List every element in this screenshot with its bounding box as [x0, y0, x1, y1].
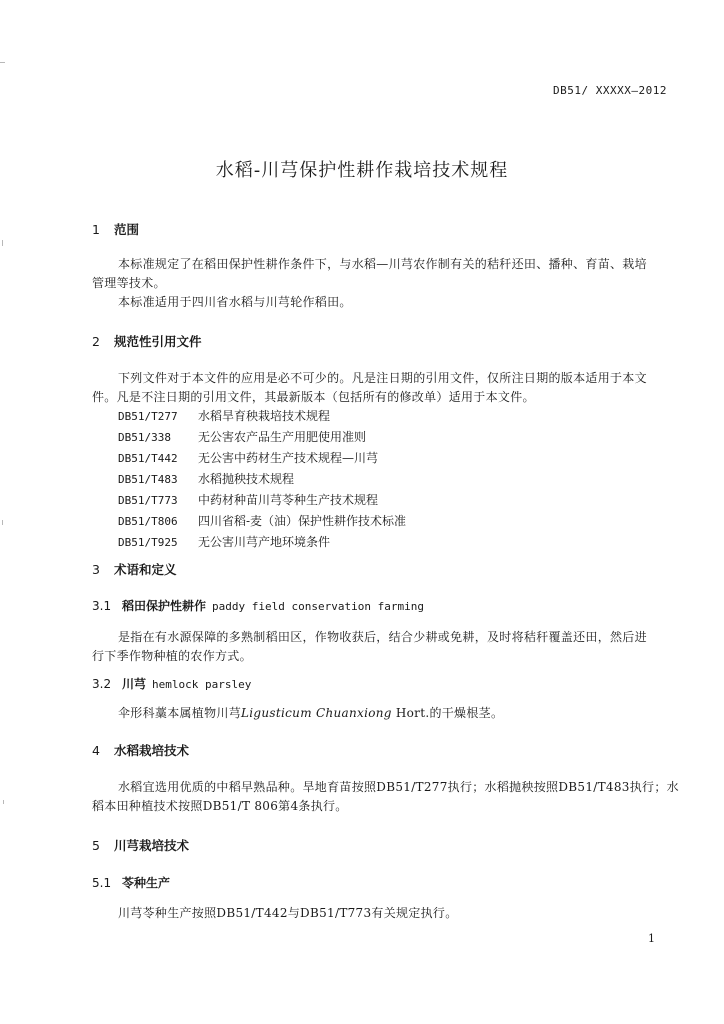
reference-code: DB51/338 [118, 431, 171, 444]
term-number: 3.1 [92, 599, 112, 613]
term-3-1-heading [92, 597, 424, 614]
section-title: 川芎栽培技术 [114, 838, 190, 853]
section-number: 3 [92, 562, 100, 577]
term-english: paddy field conservation farming [212, 600, 424, 613]
section-1-heading [92, 220, 139, 238]
subsection-title: 苓种生产 [122, 876, 171, 890]
section-title: 水稻栽培技术 [114, 743, 190, 758]
reference-row [118, 470, 294, 487]
reference-name: 水稻旱育秧栽培技术规程 [198, 409, 331, 423]
reference-name: 中药材种苗川芎苓种生产技术规程 [198, 493, 379, 507]
term-english: hemlock parsley [152, 678, 252, 691]
subsection-number: 5.1 [92, 876, 112, 890]
section-number: 4 [92, 743, 100, 758]
reference-name: 水稻抛秧技术规程 [198, 472, 295, 486]
section-3-heading [92, 560, 177, 578]
reference-code: DB51/T806 [118, 515, 178, 528]
reference-row [118, 491, 378, 508]
section-5-heading [92, 836, 189, 854]
reference-row [118, 512, 406, 529]
document-title: 水稻-川芎保护性耕作栽培技术规程 [215, 160, 509, 181]
reference-name: 四川省稻-麦（油）保护性耕作技术标准 [198, 514, 407, 528]
term-chinese: 川芎 [122, 677, 147, 691]
definition-text: Hort.的干燥根茎。 [391, 706, 504, 720]
definition-text: 伞形科藁本属植物川芎 [118, 706, 242, 720]
paragraph-line: 水稻宜选用优质的中稻早熟品种。旱地育苗按照DB51/T277执行；水稻抛秧按照DB51/T483执行；水 [118, 780, 679, 794]
document-code: DB51/ XXXXX—2012 [553, 84, 667, 97]
paragraph-line: 件。凡是不注日期的引用文件，其最新版本（包括所有的修改单）适用于本文件。 [92, 390, 535, 404]
reference-code: DB51/T483 [118, 473, 178, 486]
reference-code: DB51/T773 [118, 494, 178, 507]
term-chinese: 稻田保护性耕作 [122, 599, 207, 613]
scan-artifact [2, 520, 3, 525]
reference-code: DB51/T277 [118, 410, 178, 423]
subsection-5-1-heading [92, 874, 170, 891]
section-2-heading [92, 332, 202, 350]
section-title: 术语和定义 [114, 562, 177, 577]
section-title: 范围 [114, 222, 140, 237]
paragraph-line: 川芎苓种生产按照DB51/T442与DB51/T773有关规定执行。 [118, 906, 458, 920]
paragraph-line: 本标准规定了在稻田保护性耕作条件下，与水稻—川芎农作制有关的秸秆还田、播种、育苗、栽培 [118, 257, 647, 271]
scan-artifact [0, 62, 5, 63]
reference-row [118, 449, 378, 466]
paragraph-line: 管理等技术。 [92, 276, 166, 290]
section-number: 5 [92, 838, 100, 853]
section-number: 2 [92, 334, 100, 349]
reference-row [118, 428, 366, 445]
reference-code: DB51/T925 [118, 536, 178, 549]
latin-name: Ligusticum Chuanxiong [241, 706, 392, 720]
section-number: 1 [92, 222, 100, 237]
reference-code: DB51/T442 [118, 452, 178, 465]
term-3-2-heading [92, 675, 251, 692]
paragraph-line: 是指在有水源保障的多熟制稻田区，作物收获后，结合少耕或免耕，及时将秸秆覆盖还田，然后进 [118, 630, 647, 644]
reference-name: 无公害中药材生产技术规程—川芎 [198, 451, 379, 465]
paragraph-line: 行下季作物种植的农作方式。 [92, 649, 252, 663]
term-definition [118, 704, 503, 721]
paragraph-line: 下列文件对于本文件的应用是必不可少的。凡是注日期的引用文件，仅所注日期的版本适用于本文 [118, 371, 647, 385]
reference-row [118, 407, 330, 424]
section-title: 规范性引用文件 [114, 334, 202, 349]
scan-artifact [3, 800, 4, 804]
paragraph-line: 本标准适用于四川省水稻与川芎轮作稻田。 [118, 295, 352, 309]
paragraph-line: 稻本田种植技术按照DB51/T 806第4条执行。 [92, 799, 348, 813]
reference-row [118, 533, 330, 550]
page-number: 1 [648, 932, 655, 945]
reference-name: 无公害农产品生产用肥使用准则 [198, 430, 367, 444]
scan-artifact [2, 240, 3, 246]
term-number: 3.2 [92, 677, 112, 691]
reference-name: 无公害川芎产地环境条件 [198, 535, 331, 549]
section-4-heading [92, 741, 189, 759]
